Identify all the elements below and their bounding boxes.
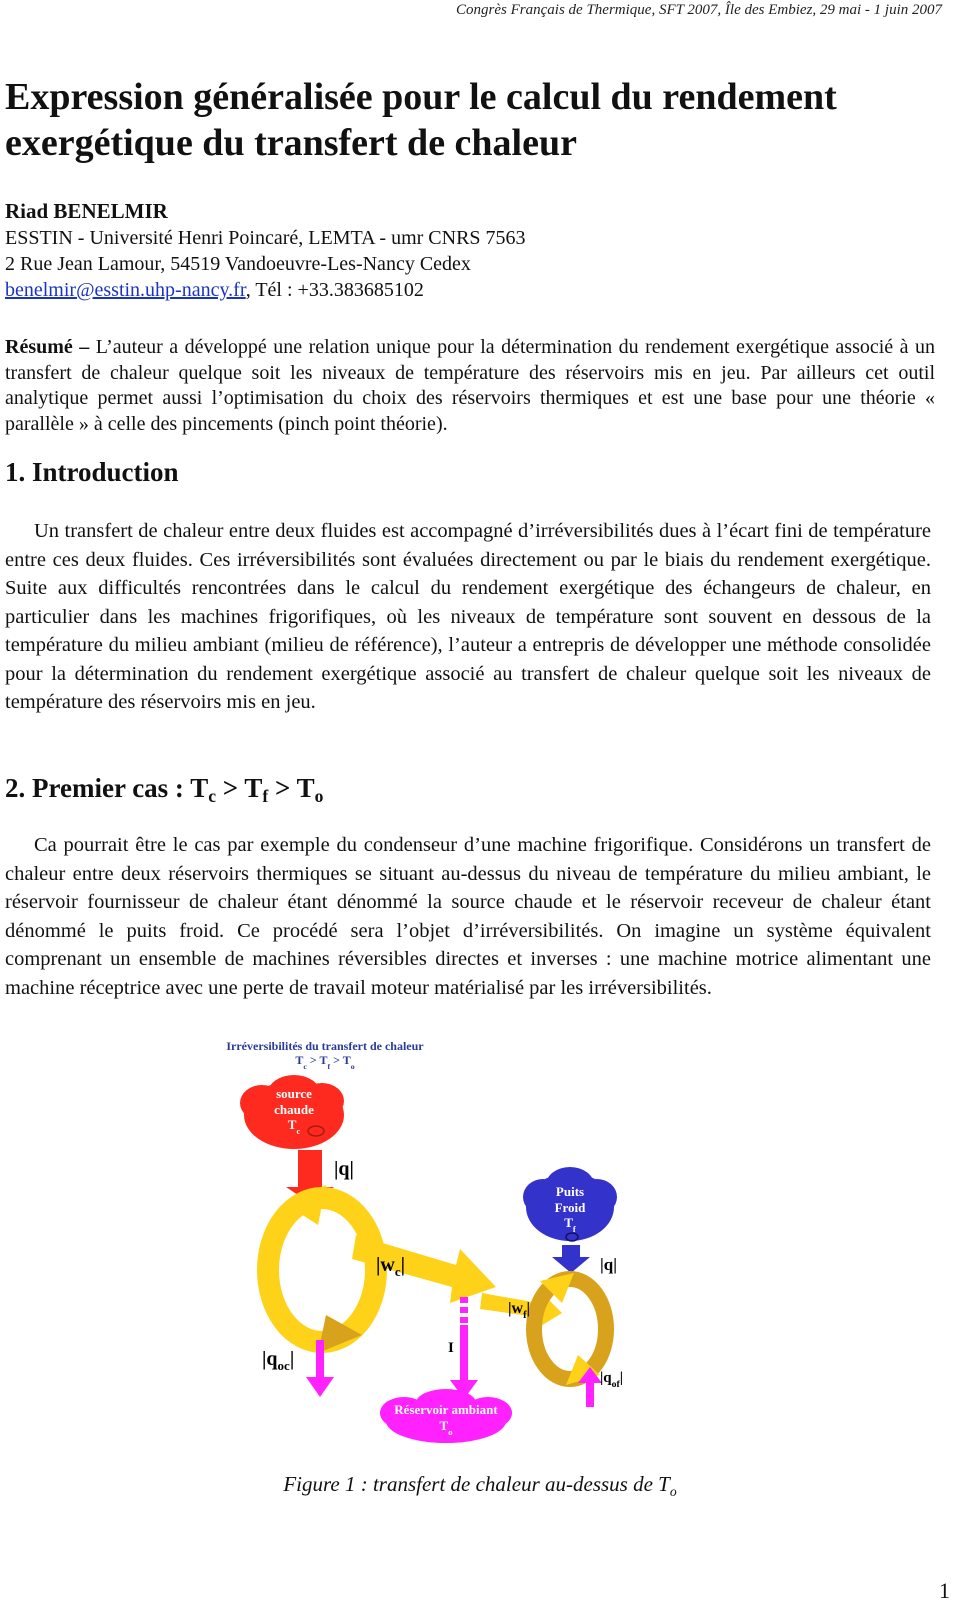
affiliation-line: ESSTIN - Université Henri Poincaré, LEMTA - umr CNRS 7563 — [5, 227, 526, 249]
affiliation-block — [5, 225, 526, 303]
heat-label-qoc: $|q_{oc}|$ — [262, 1348, 295, 1373]
abstract — [5, 335, 935, 437]
puits-froid-label: Puits Froid $T_f$ — [554, 1184, 586, 1235]
irreversibility-arrow — [450, 1297, 478, 1399]
figure-1 — [0, 1035, 960, 1505]
page-number: 1 — [939, 1578, 950, 1603]
source-chaude-label: source chaude $T_c$ — [274, 1086, 314, 1137]
figure-caption: Figure 1 : transfert de chaleur au-dessus de $T_o$ — [283, 1472, 677, 1499]
reservoir-ambiant-label: Réservoir ambiant $T_o$ — [394, 1402, 498, 1437]
work-label-wc: $|w_c|$ — [376, 1254, 406, 1279]
receiver-cycle — [534, 1273, 606, 1385]
contact-line — [5, 277, 526, 303]
phone-text: , Tél : +33.383685102 — [245, 279, 424, 301]
irreversibility-label: I — [448, 1340, 454, 1356]
running-header: Congrès Français de Thermique, SFT 2007, Île des Embiez, 29 mai - 1 juin 2007 — [456, 2, 942, 18]
section-heading-introduction: 1. Introduction — [5, 457, 179, 487]
heat-arrow-puits — [552, 1245, 590, 1273]
figure-title: Irréversibilités du transfert de chaleur $T_c > T_f > T_o$ — [226, 1039, 424, 1072]
motor-cycle — [268, 1185, 376, 1353]
introduction-paragraph: Un transfert de chaleur entre deux fluides est accompagné d’irréversibilités dues à l’écart fini de température entre ces deux fluides. Ces irréversibilités sont évaluées directement ou par le biais du rendement exergétique. Suite aux difficultés rencontrées dans le calcul du rendement exergétique des échangeurs de chaleur, en particulier dans les machines frigorifiques, où les niveaux de température sont souvent en dessous de la température du milieu ambiant (milieu de référence), l’auteur a entrepris de développer une méthode consolidée pour la détermination du rendement exergétique associé au transfert de chaleur quelque soit les niveaux de température des réservoirs mis en jeu. — [5, 520, 931, 713]
abstract-text: L’auteur a développé une relation unique pour la détermination du rendement exergétique associé à un transfert de chaleur quelque soit les niveaux de température des réservoirs mis en jeu. Par ailleurs cet outil analytique permet aussi l’optimisation du choix des réservoirs thermiques et est une base pour une théorie « parallèle » à celle des pincements (pinch point théorie). — [5, 336, 936, 435]
author-name: Riad BENELMIR — [5, 199, 168, 223]
abstract-label: Résumé – — [5, 336, 90, 358]
address-line: 2 Rue Jean Lamour, 54519 Vandoeuvre-Les-Nancy Cedex — [5, 253, 471, 275]
paper-title: Expression généralisée pour le calcul du rendement exergétique du transfert de chaleur — [5, 76, 837, 164]
heat-label-qof: $|q_{of}|$ — [600, 1370, 624, 1390]
section-heading-premier-cas: 2. Premier cas : $T_c > T_f > T_o$ — [5, 773, 324, 806]
heat-label-q-right: |q| — [600, 1255, 617, 1274]
email-link[interactable]: benelmir@esstin.uhp-nancy.fr — [5, 279, 246, 301]
premier-cas-paragraph: Ca pourrait être le cas par exemple du condenseur d’une machine frigorifique. Considérons un transfert de chaleur entre deux réservoirs thermiques se situant au-dessus du niveau de température du milieu ambiant, le réservoir fournisseur de chaleur étant dénommé la source chaude et le réservoir receveur de chaleur étant dénommé le puits froid. Ce procédé sera l’objet d’irréversibilités. On imagine un système équivalent comprenant un ensemble de machines réversibles directes et inverses : une machine motrice alimentant une machine réceptrice avec une perte de travail moteur matérialisé par les irréversibilités. — [5, 834, 931, 999]
work-label-wf: $|w_f|$ — [508, 1300, 531, 1321]
heat-label-q-top: |q| — [334, 1158, 354, 1180]
